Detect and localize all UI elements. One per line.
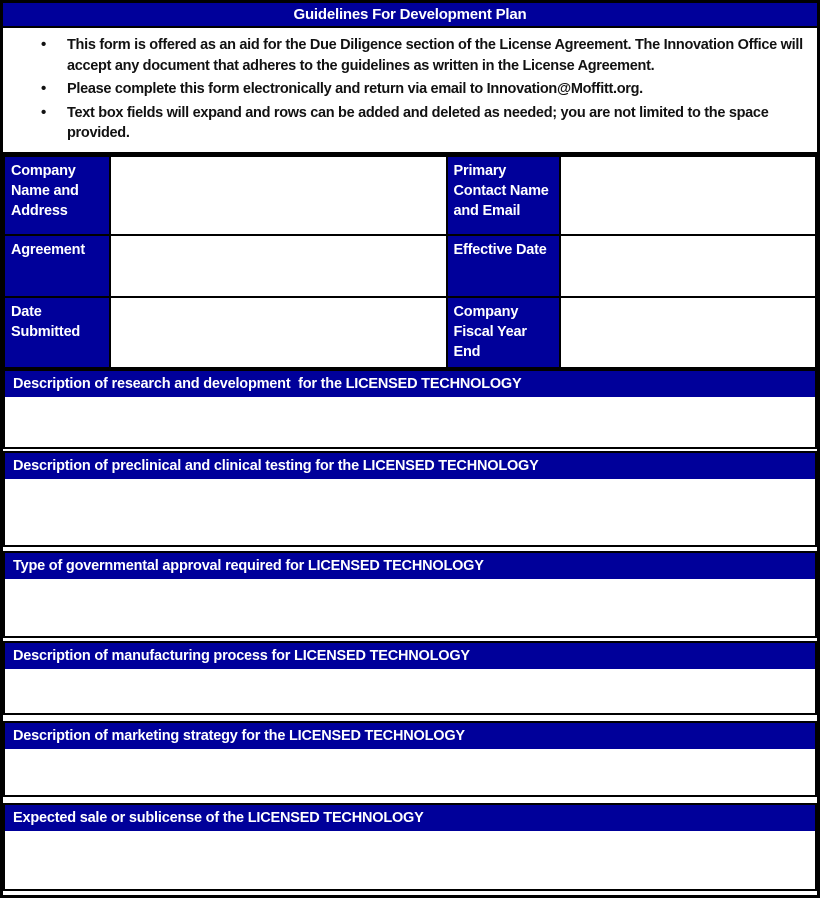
agreement-field[interactable]	[110, 235, 447, 297]
agreement-label: Agreement	[4, 235, 110, 297]
section-heading: Description of marketing strategy for the LICENSED TECHNOLOGY	[5, 723, 815, 749]
research-development-field[interactable]	[5, 397, 815, 447]
table-row	[4, 235, 816, 297]
company-name-address-label: Company Name and Address	[4, 156, 110, 235]
section-research-development	[3, 369, 817, 449]
primary-contact-field[interactable]	[560, 156, 816, 235]
section-heading: Description of manufacturing process for LICENSED TECHNOLOGY	[5, 643, 815, 669]
section-preclinical-clinical-testing	[3, 451, 817, 547]
instructions-list	[3, 28, 817, 155]
instruction-bullet: • This form is offered as an aid for the Due Diligence section of the License Agreement. The Innovation Office will accept any document that adheres to the guidelines as written in the License Agreement.	[3, 35, 811, 76]
date-submitted-field[interactable]	[110, 297, 447, 368]
form-title: Guidelines For Development Plan	[3, 3, 817, 28]
marketing-strategy-field[interactable]	[5, 749, 815, 795]
section-heading: Expected sale or sublicense of the LICENSED TECHNOLOGY	[5, 805, 815, 831]
info-table	[3, 155, 817, 369]
preclinical-clinical-testing-field[interactable]	[5, 479, 815, 545]
section-marketing-strategy	[3, 721, 817, 797]
section-heading: Description of preclinical and clinical testing for the LICENSED TECHNOLOGY	[5, 453, 815, 479]
date-submitted-label: Date Submitted	[4, 297, 110, 368]
instruction-bullet: • Text box fields will expand and rows can be added and deleted as needed; you are not limited to the space provided.	[3, 103, 811, 144]
fiscal-year-end-label: Company Fiscal Year End	[447, 297, 561, 368]
effective-date-field[interactable]	[560, 235, 816, 297]
section-governmental-approval	[3, 551, 817, 638]
fiscal-year-end-field[interactable]	[560, 297, 816, 368]
section-heading: Type of governmental approval required for LICENSED TECHNOLOGY	[5, 553, 815, 579]
section-sale-sublicense	[3, 803, 817, 891]
table-row	[4, 297, 816, 368]
table-row	[4, 156, 816, 235]
section-manufacturing-process	[3, 641, 817, 715]
section-heading: Description of research and development for the LICENSED TECHNOLOGY	[5, 371, 815, 397]
sale-sublicense-field[interactable]	[5, 831, 815, 889]
instruction-bullet: • Please complete this form electronically and return via email to Innovation@Moffitt.org.	[3, 79, 811, 100]
company-name-address-field[interactable]	[110, 156, 447, 235]
effective-date-label: Effective Date	[447, 235, 561, 297]
primary-contact-label: Primary Contact Name and Email	[447, 156, 561, 235]
governmental-approval-field[interactable]	[5, 579, 815, 636]
manufacturing-process-field[interactable]	[5, 669, 815, 713]
